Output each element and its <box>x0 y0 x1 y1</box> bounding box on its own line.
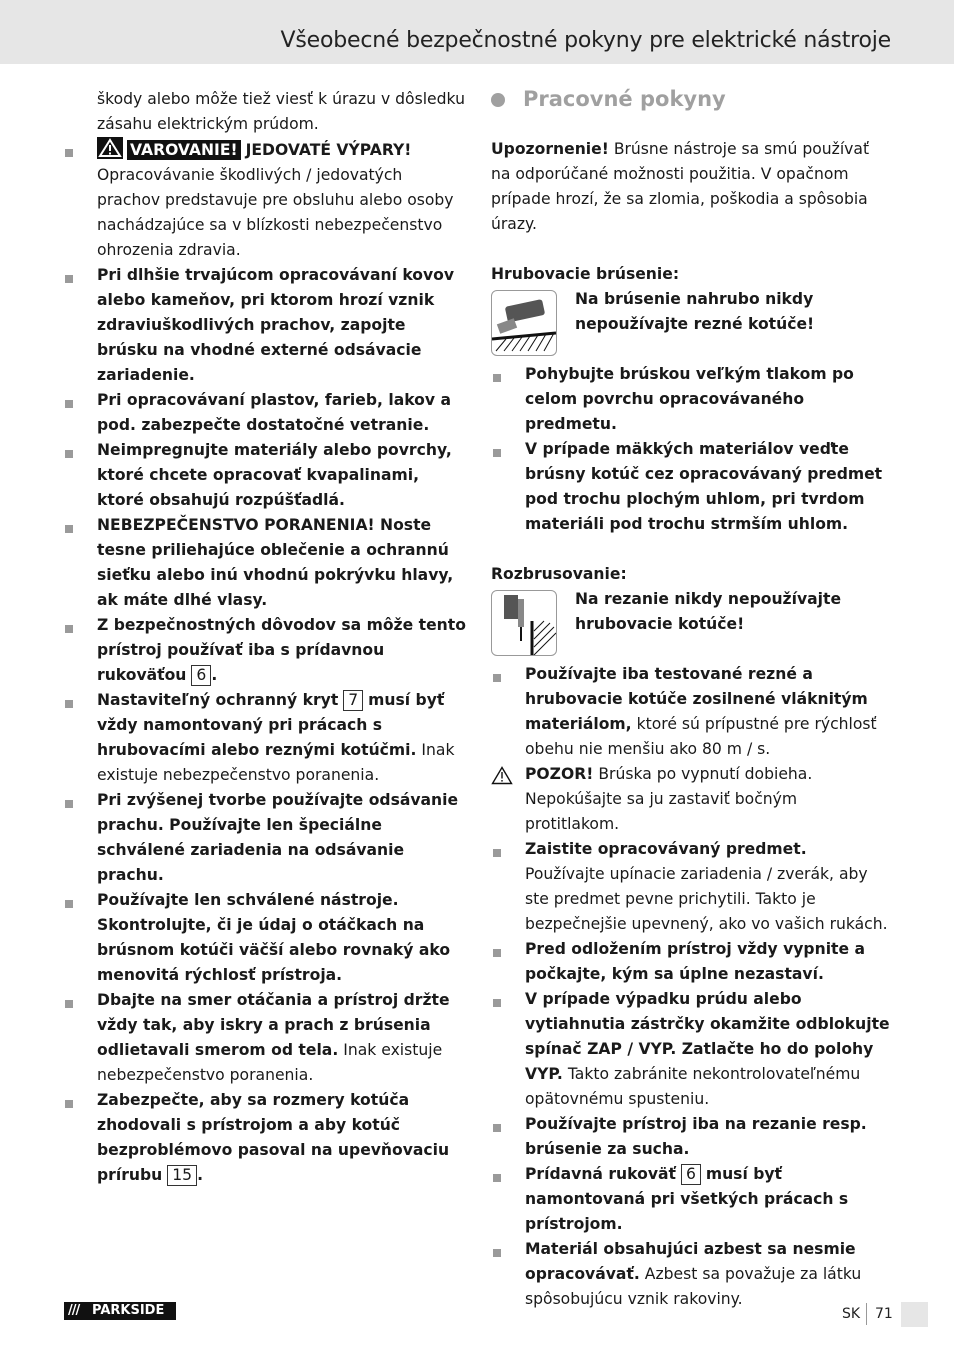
list-item: V prípade mäkkých materiálov veďte brúsny kotúč cez opracovávaný predmet pod trochu plochým uhlom, pri tvrdom materiáli pod trochu strmším uhlom. <box>491 437 891 537</box>
section-heading: Pracovné pokyny <box>491 87 891 112</box>
square-bullet-icon <box>493 1162 503 1187</box>
square-bullet-icon <box>493 1112 503 1137</box>
list-item: Materiál obsahujúci azbest sa nesmie opracovávať. Azbest sa považuje za látku spôsobujúcu vznik rakoviny. <box>491 1237 891 1312</box>
list-item: Pri opracovávaní plastov, farieb, lakov a pod. zabezpečte dostatočné vetranie. <box>63 388 468 438</box>
page-number: 71 <box>875 1306 893 1322</box>
list-item: Používajte iba testované rezné a hrubovacie kotúče zosilnené vláknitým materiálom, ktoré sú prípustné pre rýchlosť obehu nie menšiu ako 80 m / s. <box>491 662 891 762</box>
cutting-icon <box>491 590 557 656</box>
square-bullet-icon <box>65 613 75 638</box>
footer-divider <box>866 1303 867 1325</box>
language-code: SK <box>842 1306 861 1322</box>
square-bullet-icon <box>493 987 503 1012</box>
list-item: Pred odložením prístroj vždy vypnite a počkajte, kým sa úplne nezastaví. <box>491 937 891 987</box>
square-bullet-icon <box>493 1237 503 1262</box>
list-item: Používajte len schválené nástroje. Skontrolujte, či je údaj o otáčkach na brúsnom kotúči väčší alebo rovnaký ako menovitá rýchlosť prístroja. <box>63 888 468 988</box>
list-item: V prípade výpadku prúdu alebo vytiahnutia zástrčky okamžite odblokujte spínač ZAP / VYP. Zatlačte ho do polohy VYP. Takto zabránite nekontrolovateľnému opätovnému spusteniu. <box>491 987 891 1112</box>
rough-grinding-heading: Hrubovacie brúsenie: <box>491 265 680 283</box>
rough-grinding-icon <box>491 290 557 356</box>
square-bullet-icon <box>65 888 75 913</box>
rough-grinding-warning: Na brúsenie nahrubo nikdy nepoužívajte rezné kotúče! <box>575 290 815 333</box>
list-item: NEBEZPEČENSTVO PORANENIA! Noste tesne priliehajúce oblečenie a ochrannú sieťku alebo inú vhodnú pokrývku hlavy, ak máte dlhé vlasy. <box>63 513 468 613</box>
intro-continuation: škody alebo môže tiež viesť k úrazu v dôsledku zásahu elektrickým prúdom. <box>97 90 465 133</box>
left-column <box>63 87 468 1188</box>
list-item: Pri zvýšenej tvorbe používajte odsávanie prachu. Používajte len špeciálne schválené zariadenia na odsávanie prachu. <box>63 788 468 888</box>
list-item-handle: Z bezpečnostných dôvodov sa môže tento prístroj používať iba s prídavnou rukoväťou 6 . <box>63 613 468 688</box>
square-bullet-icon <box>65 438 75 463</box>
caution-item: POZOR! Brúska po vypnutí dobieha. Nepokúšajte sa ju zastaviť bočným protitlakom. <box>491 762 891 837</box>
square-bullet-icon <box>493 937 503 962</box>
rough-grinding-row <box>491 287 891 362</box>
warning-badge: VAROVANIE! <box>127 140 241 160</box>
square-bullet-icon <box>493 662 503 687</box>
square-bullet-icon <box>65 988 75 1013</box>
list-item-aux-handle: Prídavná rukoväť 6 musí byť namontovaná pri všetkých prácach s prístrojom. <box>491 1162 891 1237</box>
part-ref-6: 6 <box>191 665 211 686</box>
cutting-heading: Rozbrusovanie: <box>491 565 627 583</box>
warning-triangle-icon <box>97 137 123 159</box>
square-bullet-icon <box>493 437 503 462</box>
part-ref-6: 6 <box>681 1164 701 1185</box>
square-bullet-icon <box>65 1088 75 1113</box>
list-item: Zaistite opracovávaný predmet. Používajte upínacie zariadenia / zverák, aby ste predmet pevne prichytili. Takto je bezpečnejšie upevnený, ako vo vašich rukách. <box>491 837 891 937</box>
brand-logo: /// PARKSIDE <box>64 1302 176 1320</box>
list-item: Dbajte na smer otáčania a prístroj držte vždy tak, aby iskry a prach z brúsenia odlietavali smerom od tela. Inak existuje nebezpečenstvo poranenia. <box>63 988 468 1088</box>
list-item: Neimpregnujte materiály alebo povrchy, ktoré chcete opracovať kvapalinami, ktoré obsahujú rozpúšťadlá. <box>63 438 468 513</box>
footer-tab <box>901 1302 928 1327</box>
warning-text: Opracovávanie škodlivých / jedovatých prachov predstavuje pre obsluhu alebo osoby nachádzajúce sa v blízkosti nebezpečenstvo ohrozenia zdravia. <box>97 166 454 259</box>
square-bullet-icon <box>65 388 75 413</box>
part-ref-15: 15 <box>167 1165 197 1186</box>
square-bullet-icon <box>65 513 75 538</box>
list-item-flange: Zabezpečte, aby sa rozmery kotúča zhodovali s prístrojom a aby kotúč bezproblémovo pasoval na upevňovaciu prírubu 15 . <box>63 1088 468 1188</box>
cutting-warning: Na rezanie nikdy nepoužívajte hrubovacie kotúče! <box>575 590 842 633</box>
square-bullet-icon <box>65 788 75 813</box>
right-column <box>491 87 891 1312</box>
square-bullet-icon <box>493 362 503 387</box>
warning-item <box>63 137 468 263</box>
cutting-row <box>491 587 891 662</box>
list-item: Pri dlhšie trvajúcom opracovávaní kovov alebo kameňov, pri ktorom hrozí vznik zdraviuškodlivých prachov, zapojte brúsku na vhodné externé odsávacie zariadenie. <box>63 263 468 388</box>
square-bullet-icon <box>65 688 75 713</box>
list-item-guard: Nastaviteľný ochranný kryt 7 musí byť vždy namontovaný pri prácach s hrubovacími alebo reznými kotúčmi. Inak existuje nebezpečenstvo poranenia. <box>63 688 468 788</box>
warning-title: JEDOVATÉ VÝPARY! <box>245 141 412 159</box>
list-item: Pohybujte brúskou veľkým tlakom po celom povrchu opracovávaného predmetu. <box>491 362 891 437</box>
list-item: Používajte prístroj iba na rezanie resp. brúsenie za sucha. <box>491 1112 891 1162</box>
page-header-title: Všeobecné bezpečnostné pokyny pre elektrické nástroje <box>280 28 891 53</box>
note-paragraph: Upozornenie! Brúsne nástroje sa smú používať na odporúčané možnosti použitia. V opačnom prípade hrozí, že sa zlomia, poškodia a spôsobia úrazy. <box>491 140 870 233</box>
part-ref-7: 7 <box>343 690 363 711</box>
square-bullet-icon <box>65 137 75 162</box>
circle-bullet-icon <box>491 93 505 107</box>
square-bullet-icon <box>65 263 75 288</box>
warning-triangle-icon <box>491 766 513 793</box>
square-bullet-icon <box>493 837 503 862</box>
